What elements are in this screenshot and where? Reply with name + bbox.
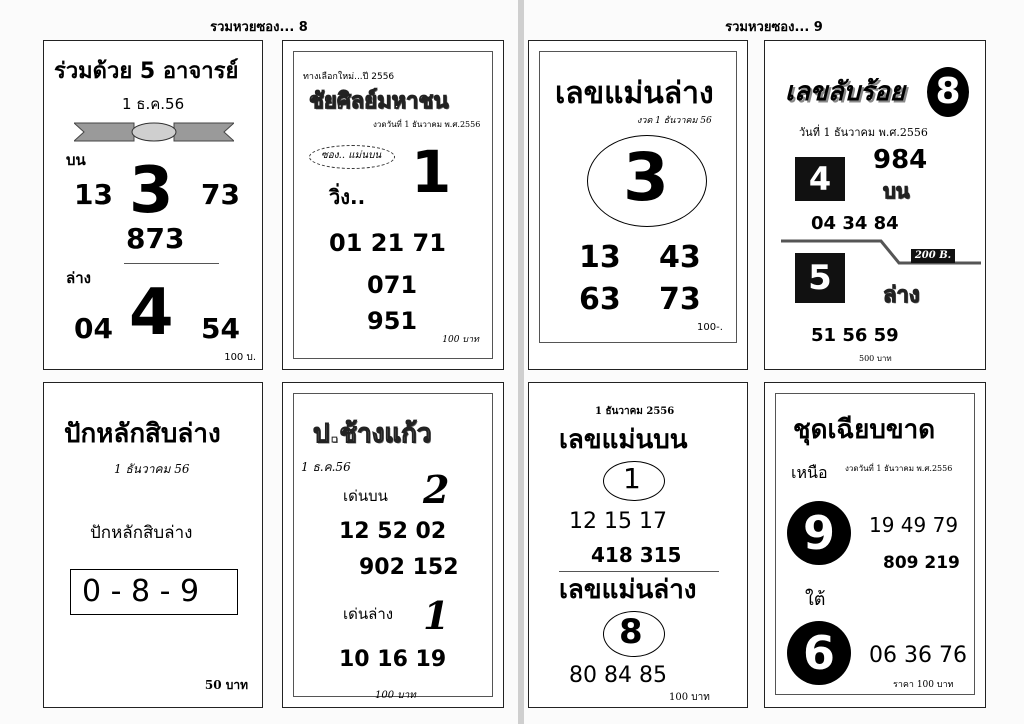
upper-row: 04 34 84 [811,213,899,234]
run-label: วิ่ง.. [329,185,366,209]
upper-label: บน [66,151,86,169]
lower-right-number: 54 [201,312,240,345]
card-lek-maen-bon-lang [528,382,748,708]
upper-row: 12 52 02 [339,519,447,544]
card-date: 1 ธ.ค.56 [122,95,185,113]
lower-label: ล่าง [883,283,920,308]
price-label: 50 บาท [204,678,248,692]
card-tagline: ทางเลือกใหม่...ปี 2556 [303,72,395,82]
upper-triple: 984 [873,145,928,175]
card-lek-maen-lang [528,40,748,370]
north-label: เหนือ [791,463,828,482]
main-digit: 3 [623,139,669,216]
digit1-circle: 9 [787,501,851,565]
lower-left-number: 04 [74,312,113,345]
triples: 418 315 [591,543,682,567]
price-label: 100-. [697,322,723,333]
lower-main-digit: 4 [129,276,174,350]
digits-value: 0 - 8 - 9 [82,574,200,609]
upper-main-digit: 3 [129,154,174,228]
lower-digit-box: 5 [795,253,845,303]
card-date: งวด 1 ธันวาคม 56 [637,116,712,126]
card-chaisin-mahachon [282,40,504,370]
card-title: ชัยศิลย์มหาชน [309,89,449,114]
card-subtitle: ปักหลักสิบล่าง [90,523,193,543]
handshake-banner-icon [74,121,234,143]
price-label: 100 บ. [224,352,256,363]
card-title: เลขแม่นล่าง [555,76,714,111]
lower-label: เด่นล่าง [343,605,394,623]
speech-bubble-text: ซอง.. แม่นบน [321,150,382,161]
card-chut-chiap-khat [764,382,986,708]
card-title: ปักหลักสิบล่าง [64,419,221,449]
right-page-title: รวมหวยซอง... 9 [725,20,823,35]
row1-right: 43 [659,240,701,275]
upper-digit: 2 [423,467,450,512]
card-date: วันที่ 1 ธันวาคม พ.ศ.2556 [799,126,928,139]
card-date: งวดวันที่ 1 ธันวาคม พ.ศ.2556 [845,464,953,473]
south-label: ใต้ [805,589,826,610]
digit2-circle: 6 [787,621,851,685]
number-row: 01 21 71 [329,229,446,257]
price-label: 500 บาท [859,354,892,363]
divider [559,571,719,572]
price-badge: 200 B. [911,249,955,263]
upper-label: เด่นบน [343,487,388,505]
upper-label: บน [883,179,910,203]
card-por-chang-kaew [282,382,504,708]
upper-right-number: 73 [201,178,240,211]
row2-left: 63 [579,282,621,317]
upper-row: 12 15 17 [569,509,667,534]
left-page-title: รวมหวยซอง... 8 [210,20,308,35]
triple-number-1: 071 [367,271,418,299]
price-label: 100 บาท [375,690,416,701]
upper-triple: 902 152 [359,555,459,580]
title-upper: เลขแม่นบน [559,425,688,455]
row1-left: 13 [579,240,621,275]
card-title: เลขลับร้อย [785,77,905,107]
triple-number-2: 951 [367,307,418,335]
upper-left-number: 13 [74,178,113,211]
lower-row: 80 84 85 [569,663,667,688]
card-lek-lap-roi-8 [764,40,986,370]
card-ruam-duay-5-ajarn [43,40,263,370]
card-pak-lak-sip-lang [43,382,263,708]
right-page [524,0,1024,724]
lower-row: 10 16 19 [339,647,447,672]
card-date: 1 ธันวาคม 2556 [595,406,675,417]
divider [124,263,219,264]
lower-digit: 1 [423,593,450,638]
row2-right: 73 [659,282,701,317]
upper-triple: 873 [126,222,185,255]
triples: 809 219 [883,553,960,573]
title-digit-badge: 8 [927,67,969,117]
card-title: ร่วมด้วย 5 อาจารย์ [54,59,239,84]
title-lower: เลขแม่นล่าง [559,575,697,605]
card-date: งวดวันที่ 1 ธันวาคม พ.ศ.2556 [373,120,481,129]
card-title: ชุดเฉียบขาด [793,415,936,445]
lower-row: 51 56 59 [811,325,899,346]
digit2: 8 [619,612,643,652]
card-date: 1 ธ.ค.56 [301,460,351,474]
north-row: 19 49 79 [869,513,959,537]
south-row: 06 36 76 [869,643,967,668]
card-title: ป.ช้างแก้ว [313,419,432,449]
price-label: 100 บาท [669,692,710,703]
digit1: 1 [623,462,641,495]
price-label: ราคา 100 บาท [893,680,954,690]
upper-digit-box: 4 [795,157,845,201]
lower-label: ล่าง [66,269,91,287]
run-digit: 1 [411,138,452,206]
price-label: 100 บาท [442,335,479,345]
card-date: 1 ธันวาคม 56 [114,462,190,476]
